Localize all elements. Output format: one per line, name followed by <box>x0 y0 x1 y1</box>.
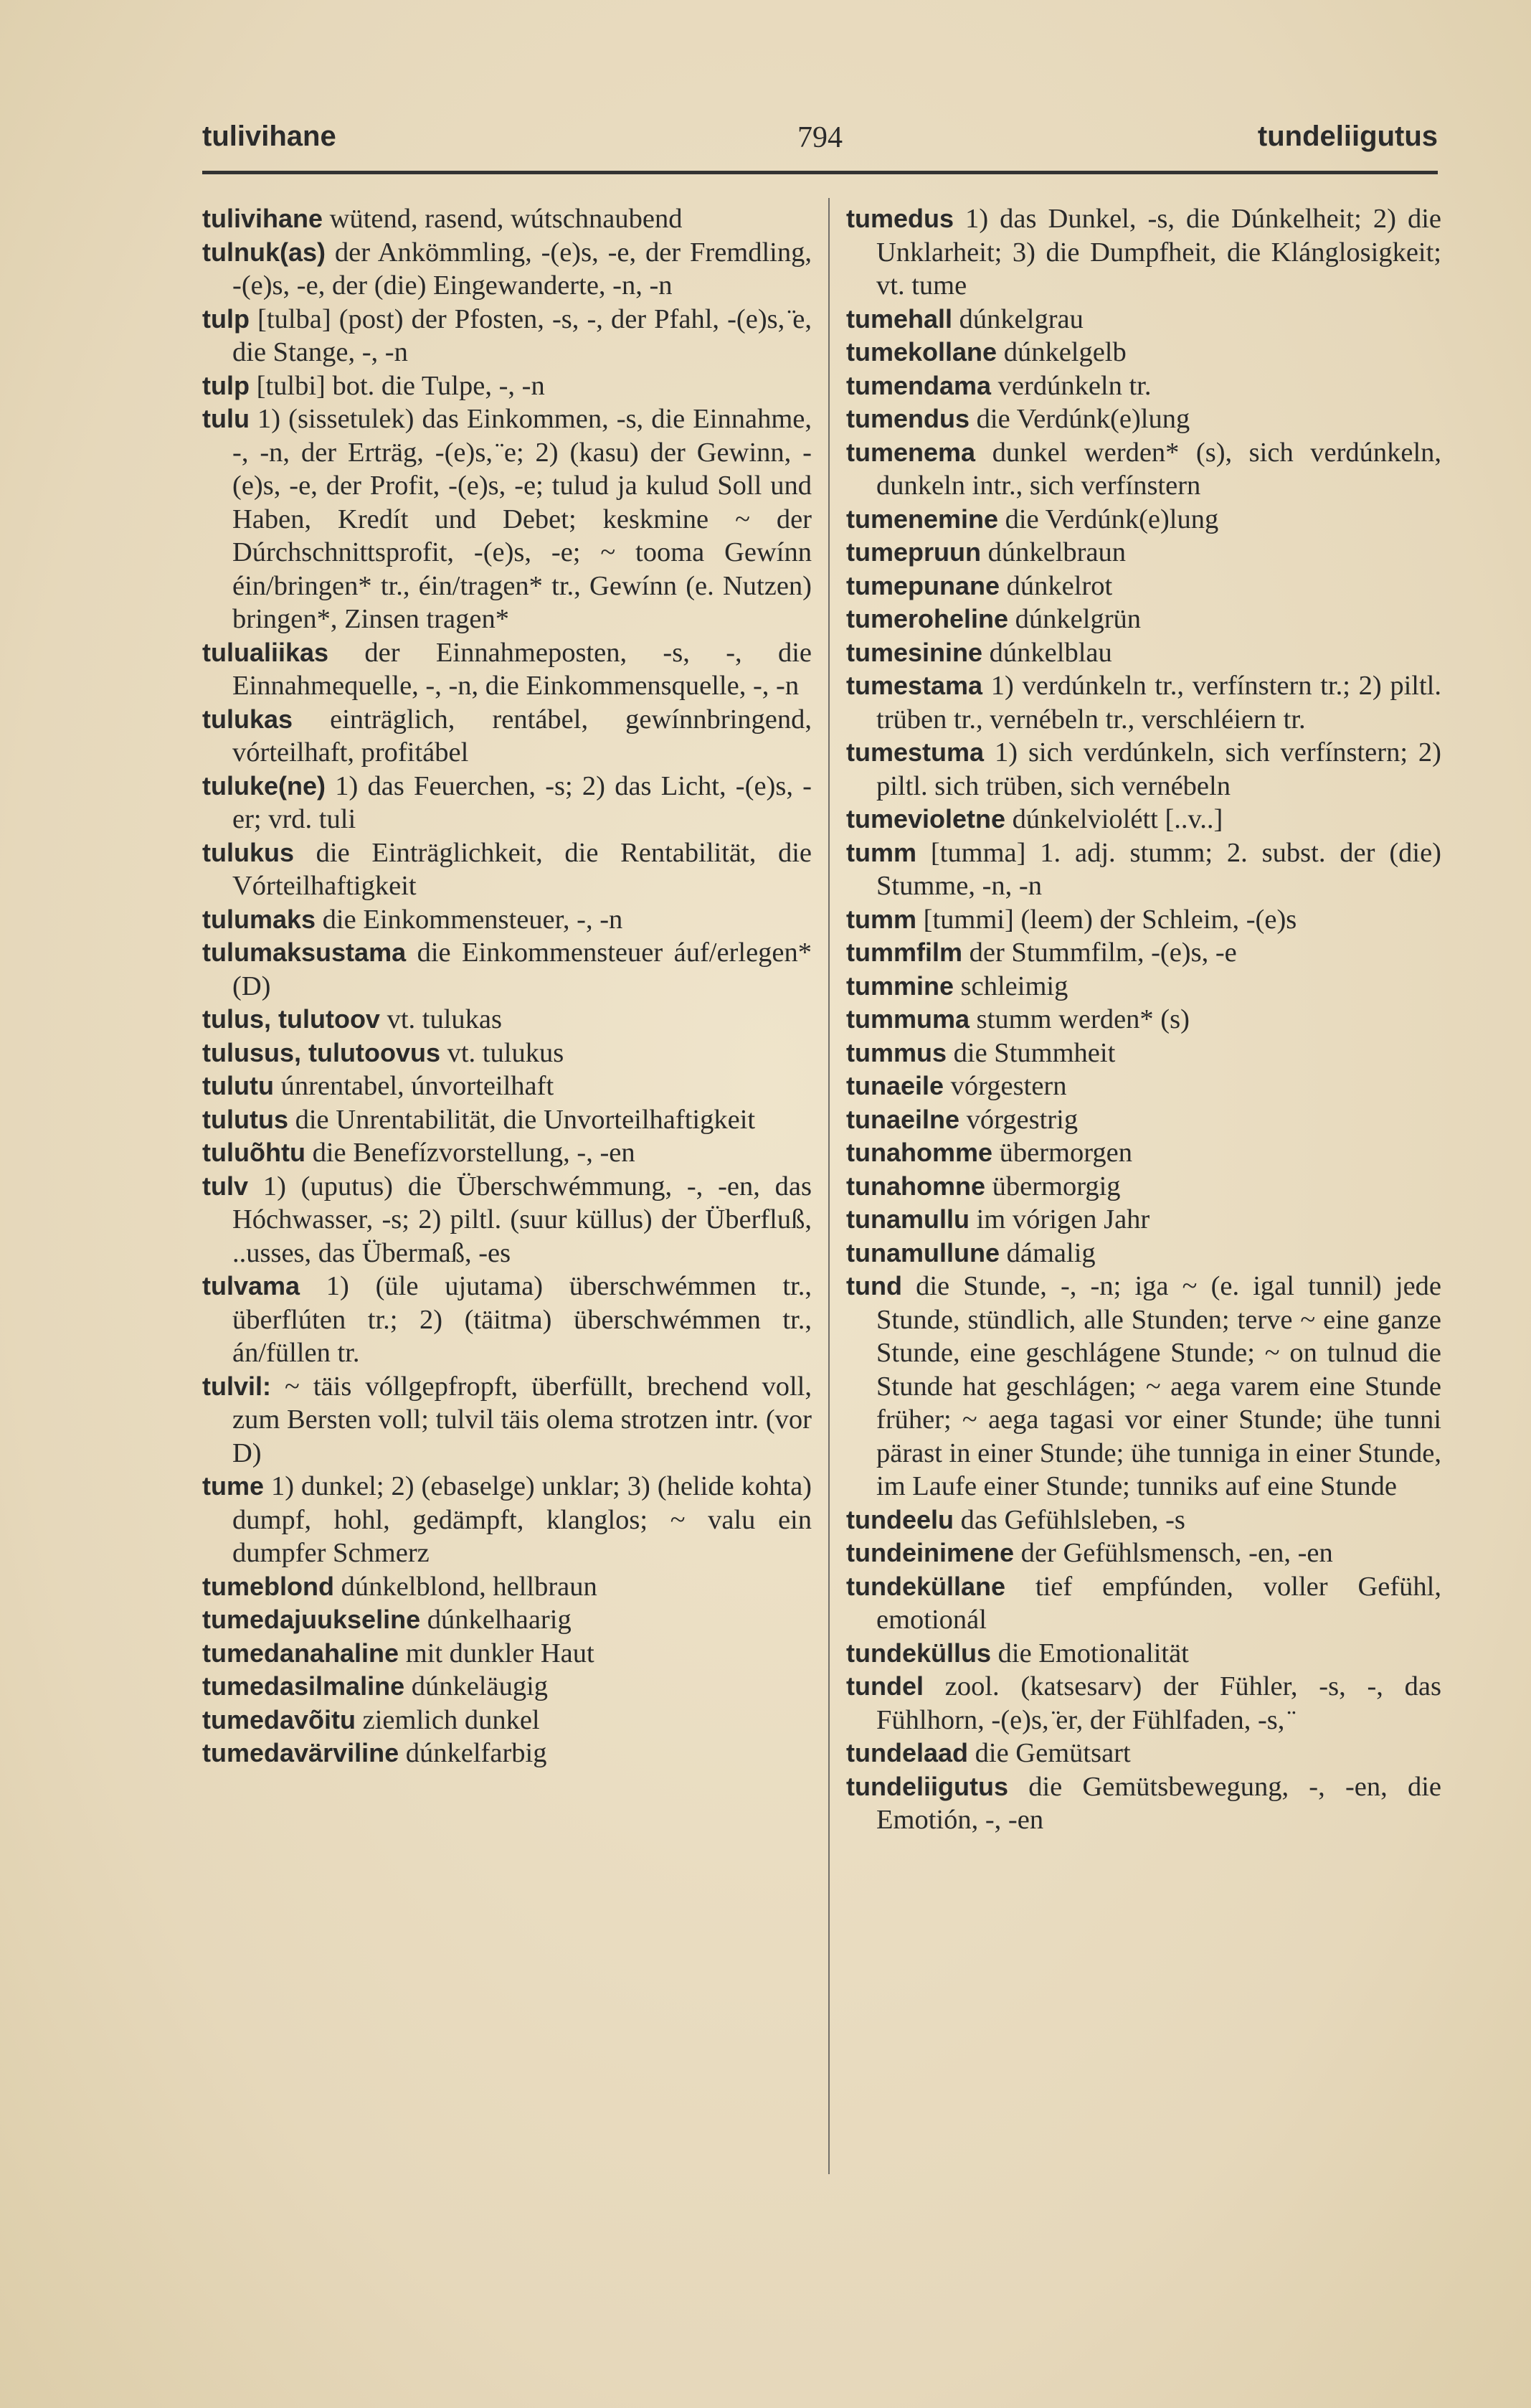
entry-headword: tumenemine <box>846 504 999 534</box>
entry-headword: tundeküllus <box>846 1638 992 1668</box>
entry-definition: vórgestern <box>950 1071 1067 1101</box>
entry-definition: dúnkelhaarig <box>427 1605 572 1635</box>
entry-headword: tumedanahaline <box>202 1638 399 1668</box>
entry-definition: 1) (üle ujutama) überschwémmen tr., überflúten tr.; 2) (täitma) überschwémmen tr., án/füllen tr. <box>232 1271 812 1368</box>
dictionary-entry <box>202 1670 812 1704</box>
entry-definition: schleimig <box>960 971 1068 1001</box>
entry-definition: die Stummheit <box>953 1037 1116 1068</box>
dictionary-entry <box>846 970 1441 1004</box>
entry-definition: dúnkelblond, hellbraun <box>341 1571 597 1602</box>
dictionary-entry <box>846 803 1441 836</box>
entry-headword: tulvama <box>202 1271 300 1300</box>
left-guide-word: tulivihane <box>202 121 336 152</box>
entry-definition: übermorgig <box>992 1171 1121 1201</box>
entry-headword: tulualiikas <box>202 637 329 667</box>
page-header <box>202 121 1438 171</box>
page-number: 794 <box>797 121 843 154</box>
dictionary-entry <box>846 1570 1441 1637</box>
dictionary-entry <box>846 1170 1441 1204</box>
entry-headword: tumedus <box>846 204 954 233</box>
dictionary-entry <box>846 303 1441 336</box>
dictionary-entry <box>202 1470 812 1570</box>
dictionary-entry <box>202 636 812 703</box>
entry-definition: das Gefühlsleben, -s <box>960 1504 1185 1535</box>
entry-headword: tundel <box>846 1671 924 1701</box>
entry-headword: tunamullune <box>846 1237 1000 1267</box>
right-column <box>846 202 1441 1837</box>
entry-definition: ~ täis vóllgepfropft, überfüllt, brechend voll, zum Bersten voll; tulvil täis olema strotzen intr. (vor D) <box>232 1371 812 1468</box>
dictionary-entry <box>202 1737 812 1770</box>
entry-definition: die Verdúnk(e)lung <box>1005 504 1219 534</box>
dictionary-entry <box>202 1370 812 1470</box>
entry-headword: tumepruun <box>846 537 981 567</box>
entry-headword: tummine <box>846 971 954 1001</box>
dictionary-entry <box>846 402 1441 436</box>
dictionary-entry <box>202 836 812 903</box>
entry-definition: zool. (katsesarv) der Fühler, -s, -, das Fühlhorn, -(e)s, ̈er, der Fühlfaden, -s, ̈ <box>876 1671 1441 1735</box>
dictionary-entry <box>846 1503 1441 1537</box>
dictionary-entry <box>846 603 1441 636</box>
entry-definition: dúnkelviolétt [..v..] <box>1012 804 1223 834</box>
dictionary-entry <box>202 1003 812 1037</box>
dictionary-entry <box>846 903 1441 937</box>
dictionary-entry <box>202 936 812 1003</box>
entry-headword: tundeliigutus <box>846 1771 1008 1801</box>
entry-headword: tundeküllane <box>846 1571 1006 1601</box>
entry-definition: die Benefízvorstellung, -, -en <box>312 1138 635 1168</box>
dictionary-entry <box>846 1737 1441 1770</box>
entry-definition: tief empfúnden, voller Gefühl, emotionál <box>876 1571 1441 1635</box>
dictionary-entry <box>846 1536 1441 1570</box>
dictionary-entry <box>846 1203 1441 1237</box>
left-column <box>202 202 812 1770</box>
dictionary-entry <box>202 1103 812 1137</box>
entry-definition: dámalig <box>1006 1237 1096 1268</box>
entry-definition: wütend, rasend, wútschnaubend <box>329 204 683 234</box>
entry-definition: die Gemütsbewegung, -, -en, die Emotión, -, -en <box>876 1771 1442 1835</box>
entry-headword: tumevioletne <box>846 804 1006 834</box>
entry-headword: tundelaad <box>846 1738 969 1767</box>
entry-definition: die Einträglichkeit, die Rentabilität, die Vórteilhaftigkeit <box>232 837 812 901</box>
entry-definition: die Einkommensteuer áuf/erlegen* (D) <box>232 938 812 1001</box>
entry-headword: tulnuk(as) <box>202 237 326 267</box>
dictionary-entry <box>202 1270 812 1370</box>
dictionary-entry <box>202 202 812 236</box>
entry-definition: ziemlich dunkel <box>362 1704 540 1735</box>
dictionary-entry <box>202 369 812 403</box>
entry-headword: tulvil: <box>202 1371 271 1401</box>
dictionary-entry <box>846 336 1441 369</box>
dictionary-entry <box>202 1070 812 1103</box>
entry-headword: tunaeilne <box>846 1104 960 1134</box>
entry-headword: tundeinimene <box>846 1538 1015 1567</box>
entry-headword: tumedavärviline <box>202 1738 399 1767</box>
entry-headword: tumesinine <box>846 637 983 667</box>
dictionary-entry <box>846 369 1441 403</box>
entry-definition: die Gemütsart <box>975 1738 1131 1768</box>
dictionary-entry <box>202 402 812 636</box>
entry-definition: dúnkelfarbig <box>405 1738 547 1768</box>
entry-definition: [tumma] 1. adj. stumm; 2. subst. der (die) Stumme, -n, -n <box>876 837 1441 901</box>
dictionary-entry <box>202 1637 812 1671</box>
dictionary-entry <box>846 1637 1441 1671</box>
entry-headword: tunamullu <box>846 1204 970 1234</box>
entry-headword: tummus <box>846 1037 947 1067</box>
entry-definition: [tulba] (post) der Pfosten, -s, -, der Pfahl, -(e)s, ̈e, die Stange, -, -n <box>232 303 812 367</box>
entry-definition: [tummi] (leem) der Schleim, -(e)s <box>923 904 1297 935</box>
entry-headword: tulukus <box>202 837 295 867</box>
entry-definition: dunkel werden* (s), sich verdúnkeln, dunkeln intr., sich verfínstern <box>876 437 1442 501</box>
entry-headword: tunaeile <box>846 1071 944 1100</box>
entry-headword: tulutu <box>202 1071 274 1100</box>
entry-headword: tummfilm <box>846 938 962 967</box>
entry-definition: die Einkommensteuer, -, -n <box>322 904 623 935</box>
dictionary-entry <box>202 303 812 369</box>
dictionary-entry <box>846 436 1441 503</box>
dictionary-entry <box>846 1670 1441 1737</box>
entry-definition: der Ankömmling, -(e)s, -e, der Fremdling, -(e)s, -e, der (die) Eingewanderte, -n, -n <box>232 237 812 301</box>
entry-headword: tunahomme <box>846 1138 993 1167</box>
entry-headword: tulp <box>202 370 250 400</box>
dictionary-entry <box>846 836 1441 903</box>
dictionary-entry <box>846 936 1441 970</box>
entry-definition: únrentabel, únvorteilhaft <box>280 1071 554 1101</box>
entry-definition: 1) verdúnkeln tr., verfínstern tr.; 2) piltl. trüben tr., vernébeln tr., verschléiern tr. <box>876 671 1441 735</box>
entry-headword: tumehall <box>846 303 953 334</box>
entry-definition: vt. tulukas <box>387 1004 503 1034</box>
entry-definition: vórgestrig <box>966 1104 1079 1135</box>
dictionary-entry <box>846 1270 1441 1503</box>
dictionary-entry <box>202 703 812 770</box>
dictionary-entry <box>846 536 1441 570</box>
entry-definition: 1) sich verdúnkeln, sich verfínstern; 2) piltl. sich trüben, sich vernébeln <box>876 737 1441 801</box>
dictionary-entry <box>202 1603 812 1637</box>
entry-headword: tumedasilmaline <box>202 1671 405 1701</box>
entry-headword: tumekollane <box>846 337 997 367</box>
entry-headword: tulusus, tulutoovus <box>202 1037 440 1067</box>
dictionary-entry <box>846 636 1441 670</box>
dictionary-entry <box>202 770 812 836</box>
dictionary-entry <box>202 1037 812 1070</box>
entry-headword: tulus, tulutoov <box>202 1004 380 1034</box>
entry-definition: im vórigen Jahr <box>976 1204 1150 1234</box>
entry-headword: tulumaks <box>202 904 316 934</box>
entry-headword: tume <box>202 1471 265 1501</box>
entry-headword: tumedavõitu <box>202 1704 356 1734</box>
dictionary-entry <box>202 236 812 303</box>
header-rule <box>202 171 1438 174</box>
entry-definition: die Emotionalität <box>997 1638 1189 1668</box>
entry-headword: tumeblond <box>202 1571 334 1601</box>
entry-headword: tumendus <box>846 404 970 433</box>
entry-definition: die Stunde, -, -n; iga ~ (e. igal tunnil) jede Stunde, stündlich, alle Stunden; terve ~ eine ganze Stunde, eine geschlágene Stunde; ~ on tulnud die Stunde hat geschlágen; ~ aega varem eine Stunde früher; ~ aega tagasi vor einer Stunde; ühe tunni pärast in einer Stunde; ühe tunniga in einer Stunde, im Laufe einer Stunde; tunniks auf eine Stunde <box>876 1271 1442 1501</box>
entry-headword: tumestuma <box>846 737 985 767</box>
entry-definition: 1) das Dunkel, -s, die Dúnkelheit; 2) die Unklarheit; 3) die Dumpfheit, die Klánglosigkeit; vt. tume <box>876 204 1441 301</box>
entry-definition: verdúnkeln tr. <box>997 370 1152 401</box>
right-guide-word: tundeliigutus <box>1257 121 1438 152</box>
entry-definition: 1) (uputus) die Überschwémmung, -, -en, das Hóchwasser, -s; 2) piltl. (suur küllus) der Überfluß, ..usses, das Übermaß, -es <box>232 1171 812 1268</box>
dictionary-entry <box>846 1136 1441 1170</box>
entry-headword: tuluõhtu <box>202 1138 305 1167</box>
entry-definition: 1) (sissetulek) das Einkommen, -s, die Einnahme, -, -n, der Erträg, -(e)s, ̈e; 2) (kasu) der Gewinn, -(e)s, -e, der Profit, -(e)s, -e; tulud ja kulud Soll und Haben, Kredít und Debet; keskmine ~ der Dúrchschnittsprofit, -(e)s, -e; ~ tooma Gewínn éin/bringen* tr., éin/tragen* tr., Gewínn (e. Nutzen) bringen*, Zinsen tragen* <box>232 404 812 634</box>
entry-definition: stumm werden* (s) <box>976 1004 1190 1034</box>
entry-definition: dúnkelgrau <box>959 303 1084 334</box>
dictionary-entry <box>846 1037 1441 1070</box>
entry-definition: der Gefühlsmensch, -en, -en <box>1020 1538 1333 1568</box>
entry-headword: tunahomne <box>846 1171 985 1201</box>
entry-headword: tumepunane <box>846 570 1000 600</box>
entry-headword: tulu <box>202 404 250 433</box>
entry-headword: tulp <box>202 303 250 334</box>
dictionary-entry <box>202 1170 812 1270</box>
entry-headword: tulukas <box>202 704 293 734</box>
entry-headword: tulv <box>202 1171 249 1201</box>
entry-definition: [tulbi] bot. die Tulpe, -, -n <box>256 370 545 401</box>
entry-headword: tulumaksustama <box>202 938 407 967</box>
dictionary-entry <box>846 1770 1441 1837</box>
dictionary-entry <box>846 1237 1441 1270</box>
entry-headword: tuluke(ne) <box>202 770 326 801</box>
entry-definition: dúnkelgelb <box>1003 337 1127 367</box>
entry-definition: dúnkelblau <box>989 637 1112 668</box>
entry-definition: dúnkeläugig <box>411 1671 549 1701</box>
entry-definition: mit dunkler Haut <box>405 1638 594 1668</box>
dictionary-entry <box>846 669 1441 736</box>
dictionary-entry <box>846 202 1441 303</box>
entry-headword: tumm <box>846 904 916 934</box>
entry-headword: tumendama <box>846 370 992 400</box>
entry-definition: vt. tulukus <box>447 1037 564 1068</box>
entry-headword: tulutus <box>202 1104 288 1134</box>
dictionary-entry <box>202 1570 812 1604</box>
entry-definition: der Einnahmeposten, -s, -, die Einnahmequelle, -, -n, die Einkommensquelle, -, -n <box>232 637 812 701</box>
entry-headword: tulivihane <box>202 204 323 233</box>
entry-headword: tund <box>846 1271 902 1300</box>
entry-headword: tumeroheline <box>846 604 1009 633</box>
dictionary-entry <box>846 1070 1441 1103</box>
dictionary-entry <box>846 503 1441 537</box>
dictionary-entry <box>846 1103 1441 1137</box>
entry-definition: übermorgen <box>999 1138 1132 1168</box>
entry-definition: die Unrentabilität, die Unvorteilhaftigkeit <box>295 1104 756 1135</box>
dictionary-entry <box>202 903 812 937</box>
dictionary-entry <box>846 1003 1441 1037</box>
dictionary-entry <box>202 1136 812 1170</box>
column-divider <box>828 198 830 2174</box>
entry-definition: der Stummfilm, -(e)s, -e <box>969 938 1237 968</box>
entry-headword: tumm <box>846 837 916 867</box>
dictionary-entry <box>846 736 1441 803</box>
entry-headword: tundeelu <box>846 1504 954 1534</box>
entry-definition: die Verdúnk(e)lung <box>976 404 1190 434</box>
entry-headword: tumestama <box>846 671 983 700</box>
entry-definition: dúnkelgrün <box>1015 604 1142 634</box>
dictionary-entry <box>202 1704 812 1737</box>
entry-headword: tummuma <box>846 1004 970 1034</box>
entry-definition: 1) dunkel; 2) (ebaselge) unklar; 3) (helide kohta) dumpf, hohl, gedämpft, klanglos; ~ valu ein dumpfer Schmerz <box>232 1471 812 1568</box>
entry-definition: 1) das Feuerchen, -s; 2) das Licht, -(e)s, -er; vrd. tuli <box>232 770 812 834</box>
entry-headword: tumenema <box>846 437 976 467</box>
entry-definition: dúnkelbraun <box>987 537 1127 567</box>
entry-definition: einträglich, rentábel, gewínnbringend, vórteilhaft, profitábel <box>232 704 812 768</box>
entry-headword: tumedajuukseline <box>202 1605 421 1634</box>
dictionary-entry <box>846 570 1441 603</box>
entry-definition: dúnkelrot <box>1006 570 1113 601</box>
